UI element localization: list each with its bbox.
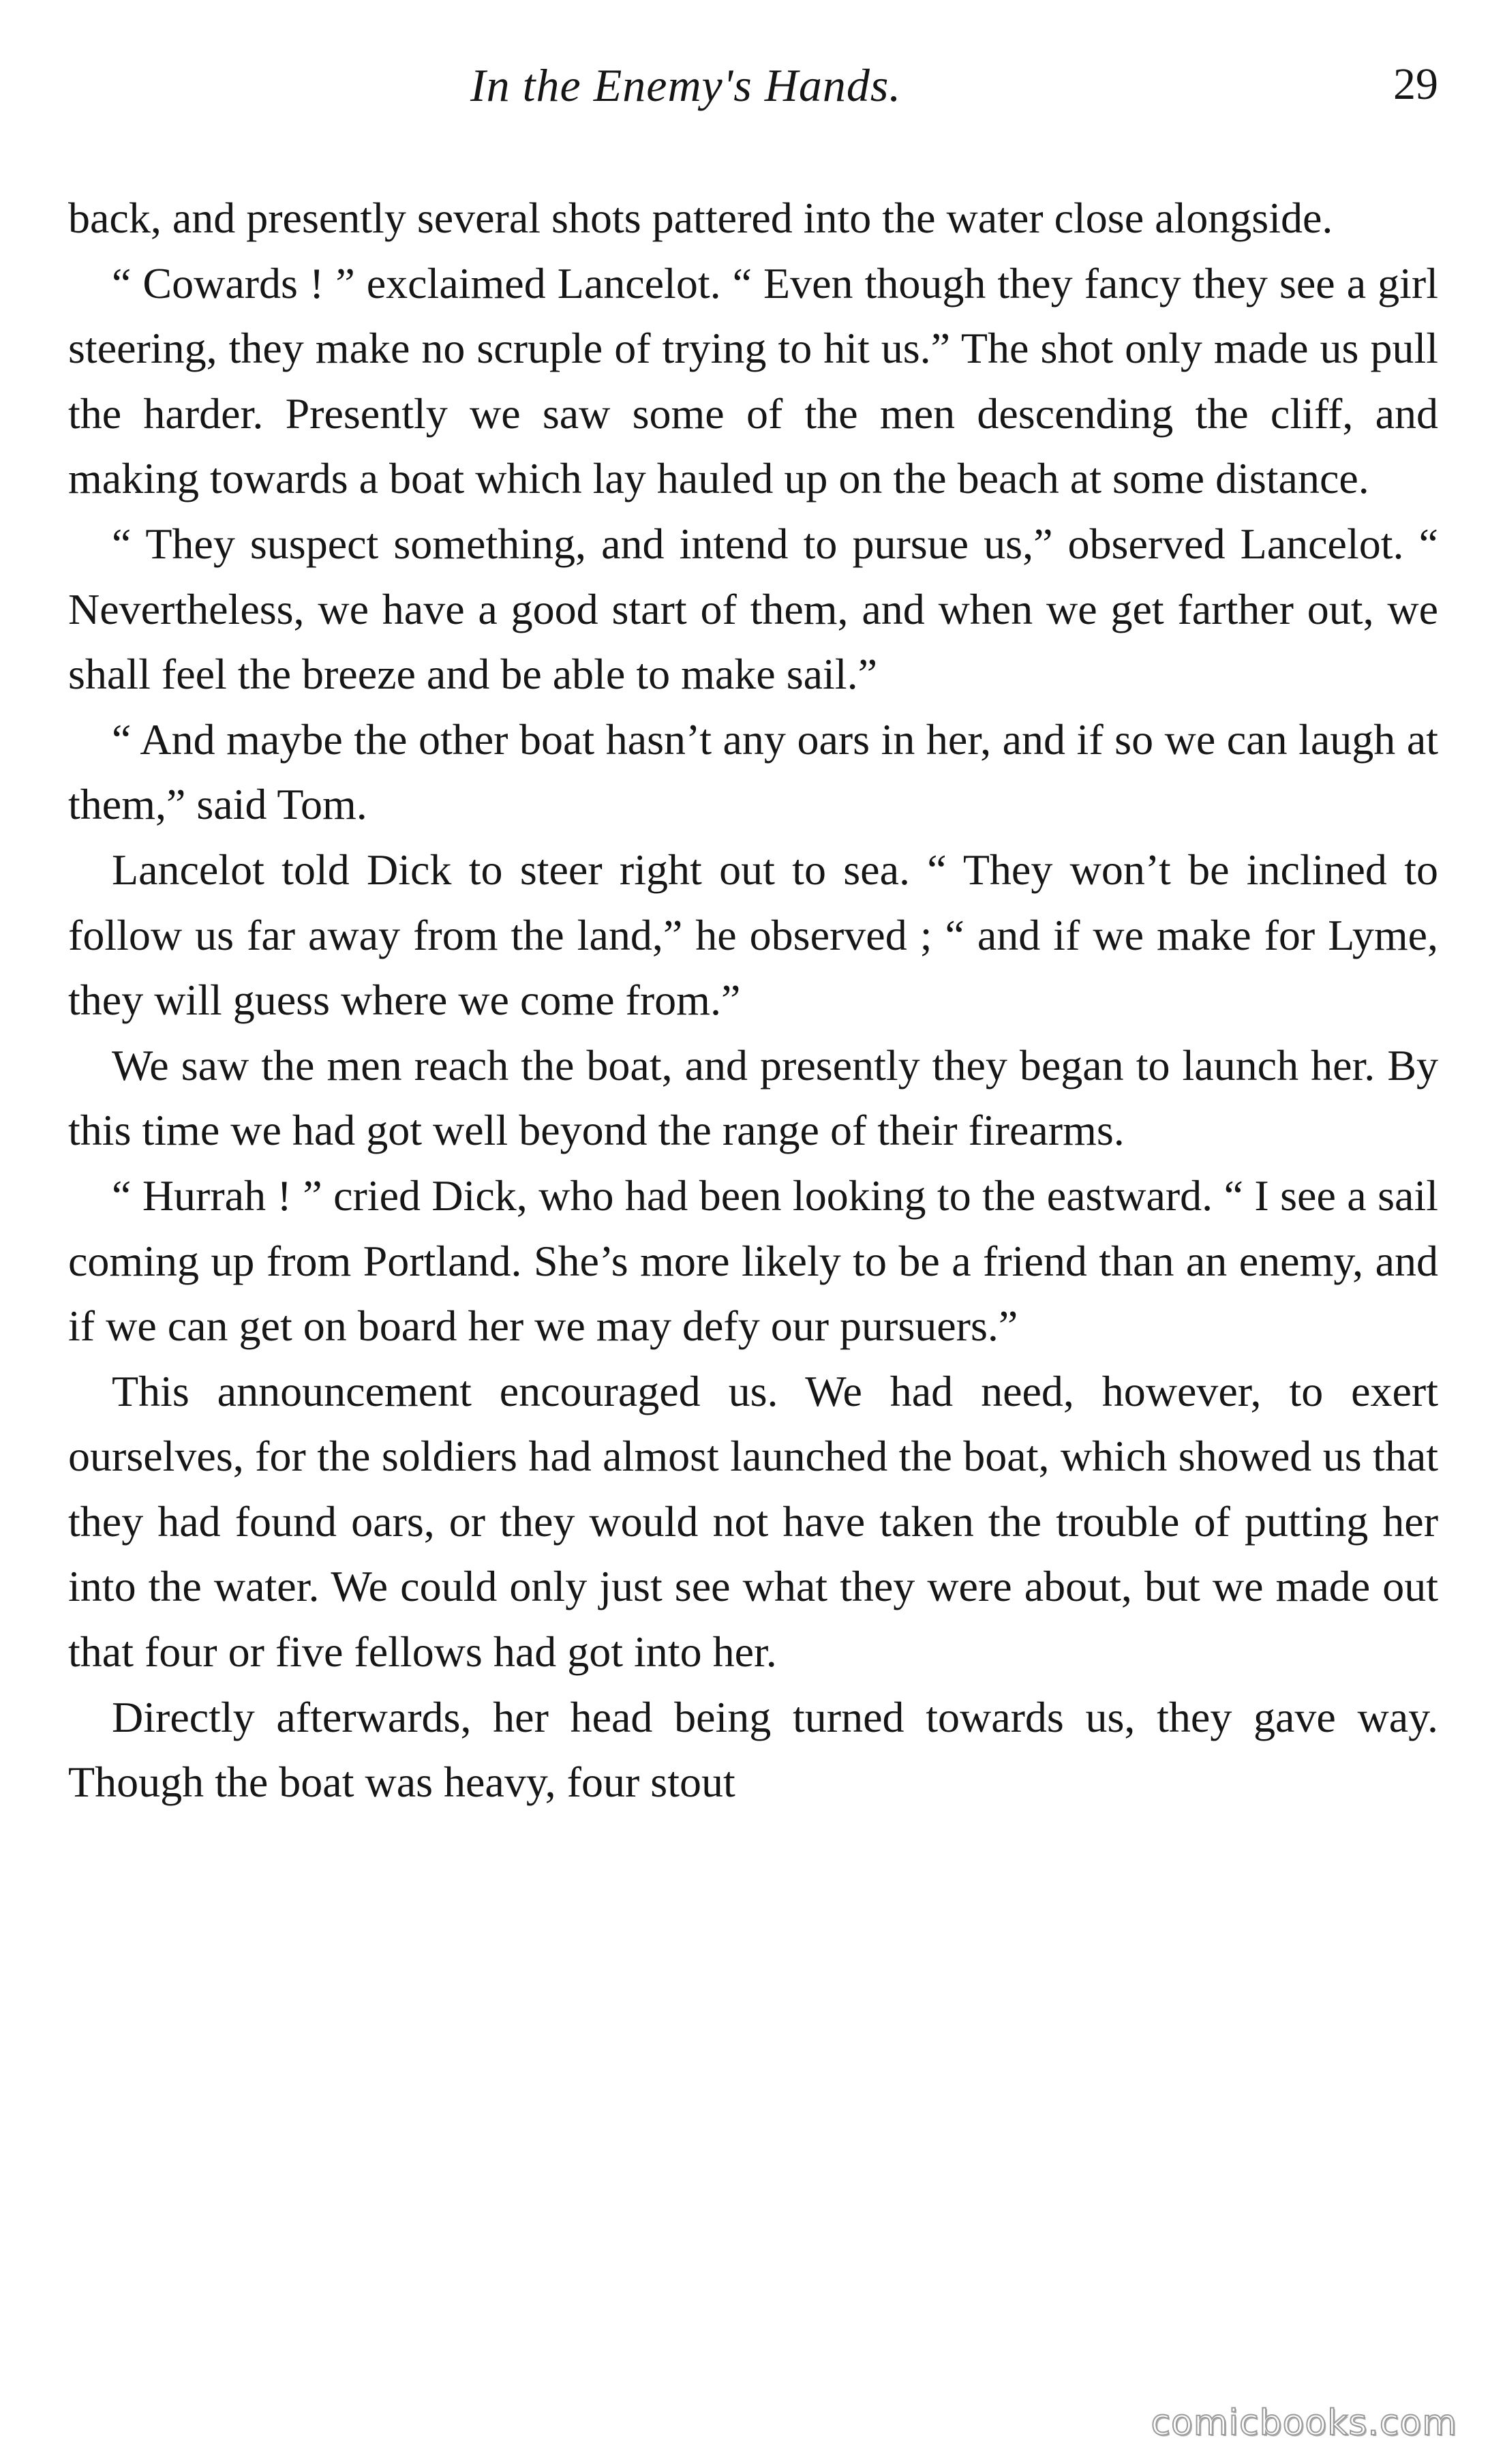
- paragraph: Directly afterwards, her head being turned towards us, they gave way. Though the boat was heavy, four stout: [68, 1692, 1438, 1807]
- paragraph: This announcement encouraged us. We had need, however, to exert ourselves, for the soldiers had almost launched the boat, which showed us that they had found oars, or they would not have taken the trouble of putting her into the water. We could only just see what they were about, but we made out that four or five fellows had got into her.: [68, 1366, 1438, 1677]
- paragraph-continuation: back, and presently several shots pattered into the water close alongside.: [68, 194, 1333, 242]
- paragraph: “ And maybe the other boat hasn’t any oars in her, and if so we can laugh at them,” said Tom.: [68, 715, 1438, 829]
- book-page: [68, 55, 1438, 2427]
- paragraph: “ Cowards ! ” exclaimed Lancelot. “ Even though they fancy they see a girl steering, they make no scruple of trying to hit us.” The shot only made us pull the harder. Presently we saw some of the men descending the cliff, and making towards a boat which lay hauled up on the beach at some distance.: [68, 258, 1438, 503]
- chapter-running-title: In the Enemy's Hands.: [470, 59, 902, 111]
- paragraph: We saw the men reach the boat, and presently they began to launch her. By this time we had got well beyond the range of their firearms.: [68, 1040, 1438, 1155]
- paragraph: “ They suspect something, and intend to pursue us,” observed Lancelot. “ Nevertheless, we have a good start of them, and when we get farther out, we shall feel the breeze and be able to make sail.”: [68, 519, 1438, 699]
- paragraph: “ Hurrah ! ” cried Dick, who had been looking to the eastward. “ I see a sail coming up from Portland. She’s more likely to be a friend than an enemy, and if we can get on board her we may defy our pursuers.”: [68, 1171, 1438, 1351]
- paragraph: Lancelot told Dick to steer right out to sea. “ They won’t be inclined to follow us far away from the land,” he observed ; “ and if we make for Lyme, they will guess where we come from.”: [68, 845, 1438, 1025]
- page-number: 29: [1393, 59, 1438, 109]
- running-head: [68, 55, 1438, 136]
- site-watermark: comicbooks.com: [1151, 2403, 1457, 2444]
- body-text: [68, 185, 1438, 1815]
